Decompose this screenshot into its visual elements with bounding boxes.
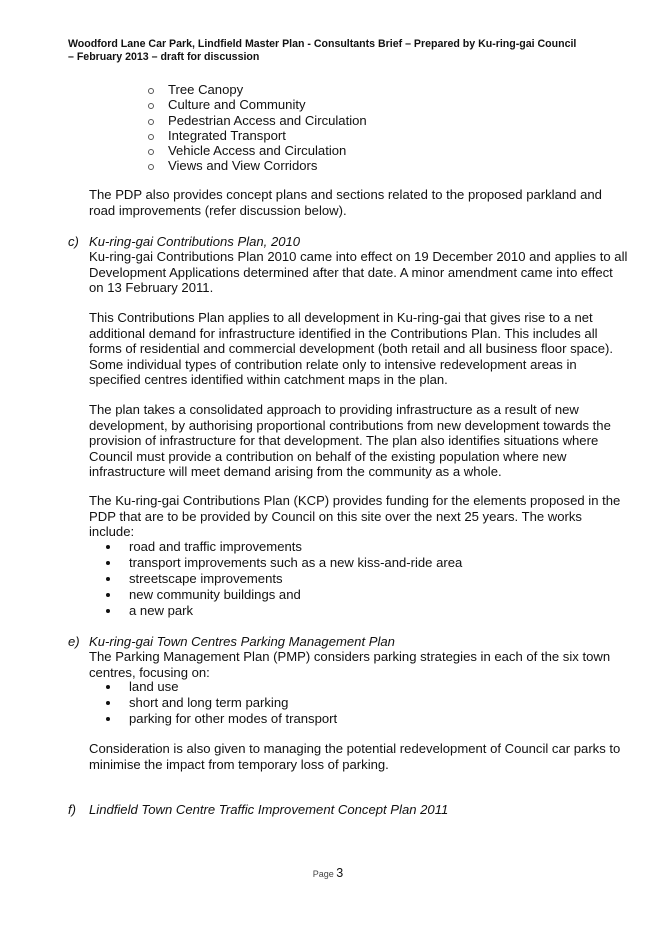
section-c-letter: c)	[68, 234, 79, 249]
bullet-icon	[106, 545, 110, 549]
list-item: transport improvements such as a new kiss-and-ride area	[89, 555, 462, 571]
list-item: streetscape improvements	[89, 571, 462, 587]
section-f-title: Lindfield Town Centre Traffic Improvement Concept Plan 2011	[89, 802, 449, 817]
page-footer	[0, 866, 656, 880]
bullet-icon	[106, 593, 110, 597]
header-line-2: – February 2013 – draft for discussion	[68, 50, 260, 63]
section-c-title: Ku-ring-gai Contributions Plan, 2010	[89, 234, 301, 249]
pdp-sub-items-list	[148, 82, 367, 174]
section-e-letter: e)	[68, 634, 80, 649]
section-e-heading	[68, 634, 628, 650]
hollow-circle-bullet-icon	[148, 164, 154, 170]
hollow-circle-bullet-icon	[148, 88, 154, 94]
bullet-icon	[106, 685, 110, 689]
bullet-icon	[106, 701, 110, 705]
section-c-heading	[68, 234, 628, 250]
list-item: parking for other modes of transport	[89, 711, 337, 727]
section-c-paragraph-3: The plan takes a consolidated approach to providing infrastructure as a result of new development, by authorising proportional contributions from new development towards the provision of infrastructure for that development. The plan also identifies situations where Council must provide a contribution on behalf of the existing population where new infrastructure will meet demand arising from the community as a whole.	[89, 402, 611, 480]
hollow-circle-bullet-icon	[148, 103, 154, 109]
list-item: Vehicle Access and Circulation	[148, 143, 367, 158]
page-label: Page	[312, 869, 334, 879]
bullet-icon	[106, 609, 110, 613]
list-item: Culture and Community	[148, 97, 367, 112]
pdp-paragraph: The PDP also provides concept plans and sections related to the proposed parkland and road improvements (refer discussion below).	[89, 187, 602, 218]
list-item: Pedestrian Access and Circulation	[148, 113, 367, 128]
section-c-paragraph-1: Ku-ring-gai Contributions Plan 2010 came into effect on 19 December 2010 and applies to all Development Applications determined after that date. A minor amendment came into effect on 13 February 2011.	[89, 249, 628, 296]
section-c-paragraph-4: The Ku-ring-gai Contributions Plan (KCP) provides funding for the elements proposed in the PDP that are to be provided by Council on this site over the next 25 years. The works include:	[89, 493, 621, 540]
section-e-intro: The Parking Management Plan (PMP) considers parking strategies in each of the six town centres, focusing on:	[89, 649, 611, 680]
document-header	[68, 38, 628, 63]
bullet-icon	[106, 561, 110, 565]
section-f-heading	[68, 802, 628, 818]
pmp-focus-list	[89, 679, 337, 727]
hollow-circle-bullet-icon	[148, 134, 154, 140]
page-number: 3	[336, 866, 344, 880]
list-item: Tree Canopy	[148, 82, 367, 97]
bullet-icon	[106, 717, 110, 721]
hollow-circle-bullet-icon	[148, 149, 154, 155]
bullet-icon	[106, 577, 110, 581]
list-item: road and traffic improvements	[89, 539, 462, 555]
list-item: a new park	[89, 603, 462, 619]
section-e-closing: Consideration is also given to managing the potential redevelopment of Council car parks to minimise the impact from temporary loss of parking.	[89, 741, 621, 772]
list-item: short and long term parking	[89, 695, 337, 711]
section-f-letter: f)	[68, 802, 76, 817]
kcp-works-list	[89, 539, 462, 619]
hollow-circle-bullet-icon	[148, 119, 154, 125]
list-item: land use	[89, 679, 337, 695]
header-line-1: Woodford Lane Car Park, Lindfield Master Plan - Consultants Brief – Prepared by Ku-ring-gai Council	[68, 38, 577, 50]
section-e-title: Ku-ring-gai Town Centres Parking Management Plan	[89, 634, 395, 649]
list-item: new community buildings and	[89, 587, 462, 603]
section-c-paragraph-2: This Contributions Plan applies to all development in Ku-ring-gai that gives rise to a net additional demand for infrastructure identified in the Contributions Plan. This includes all forms of residential and commercial development (both retail and all business floor space). Some individual types of contribution relate only to intensive redevelopment areas in specified centres identified within catchment maps in the plan.	[89, 310, 614, 388]
list-item: Integrated Transport	[148, 128, 367, 143]
list-item: Views and View Corridors	[148, 158, 367, 173]
